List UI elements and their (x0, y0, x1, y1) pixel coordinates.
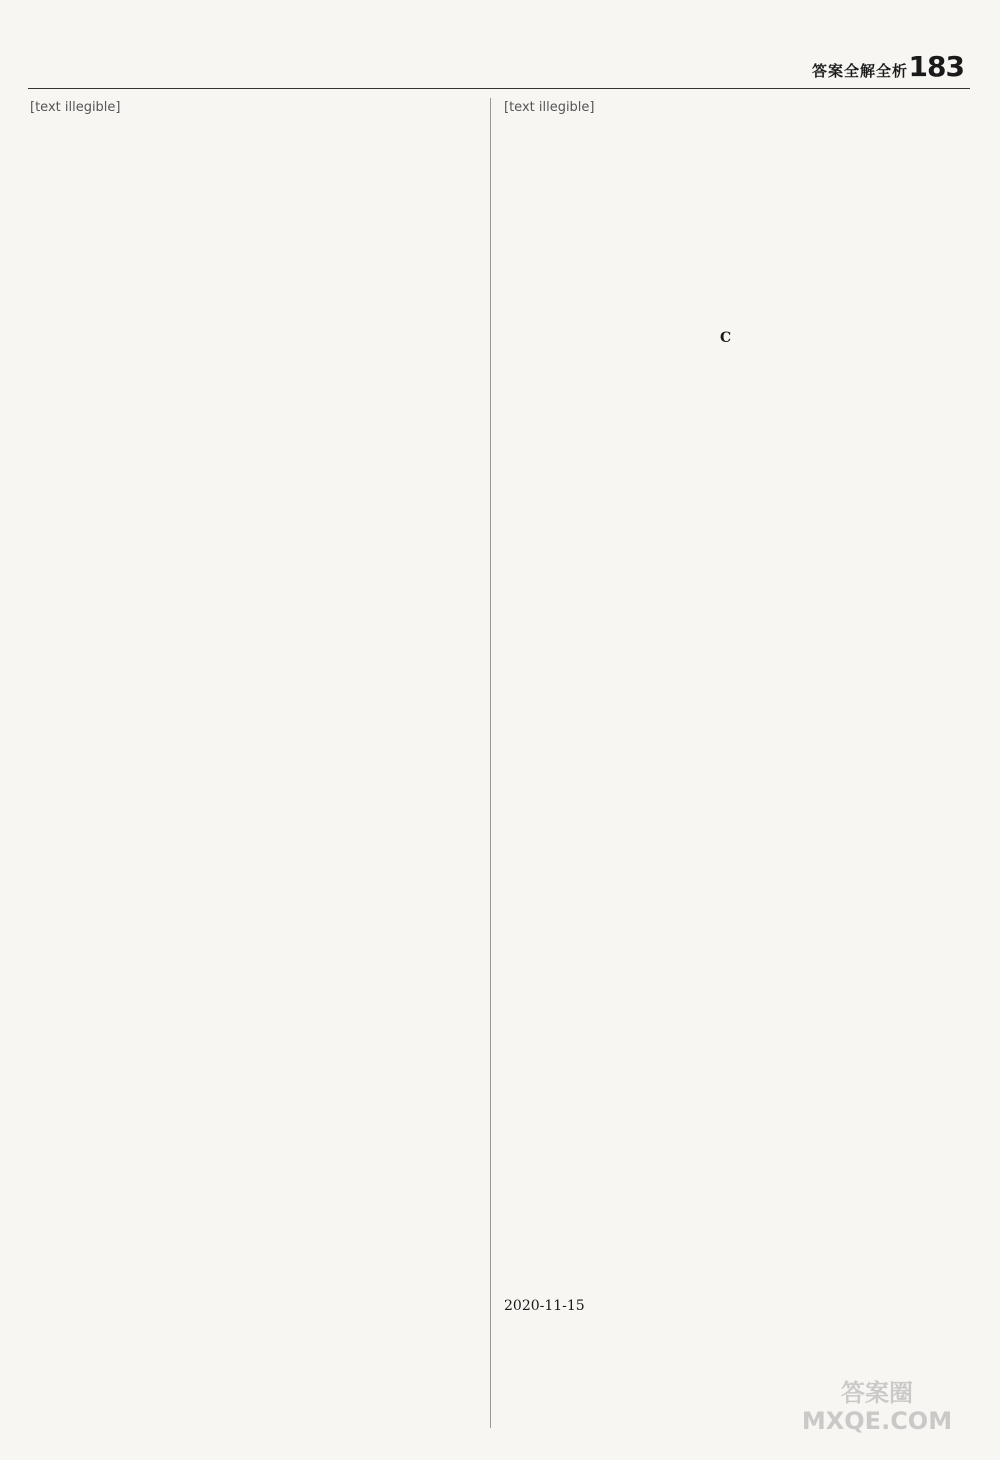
header-rule (28, 88, 970, 89)
left-column-note: [text illegible] (30, 100, 121, 115)
header-title: 答案全解全析 (811, 62, 908, 80)
section-label-c: C (720, 330, 732, 346)
watermark-line1: 答案圈 (841, 1379, 913, 1407)
page-number: 183 (908, 50, 964, 83)
right-column-note: [text illegible] (504, 100, 595, 115)
signature-date: 2020-11-15 (504, 1298, 585, 1314)
right-answer-column (504, 98, 950, 1428)
watermark-logo (782, 1380, 972, 1455)
page-header (0, 0, 1000, 86)
left-answer-column (30, 98, 476, 1428)
column-divider (490, 98, 491, 1428)
watermark-line2: MXQE.COM (801, 1406, 953, 1435)
